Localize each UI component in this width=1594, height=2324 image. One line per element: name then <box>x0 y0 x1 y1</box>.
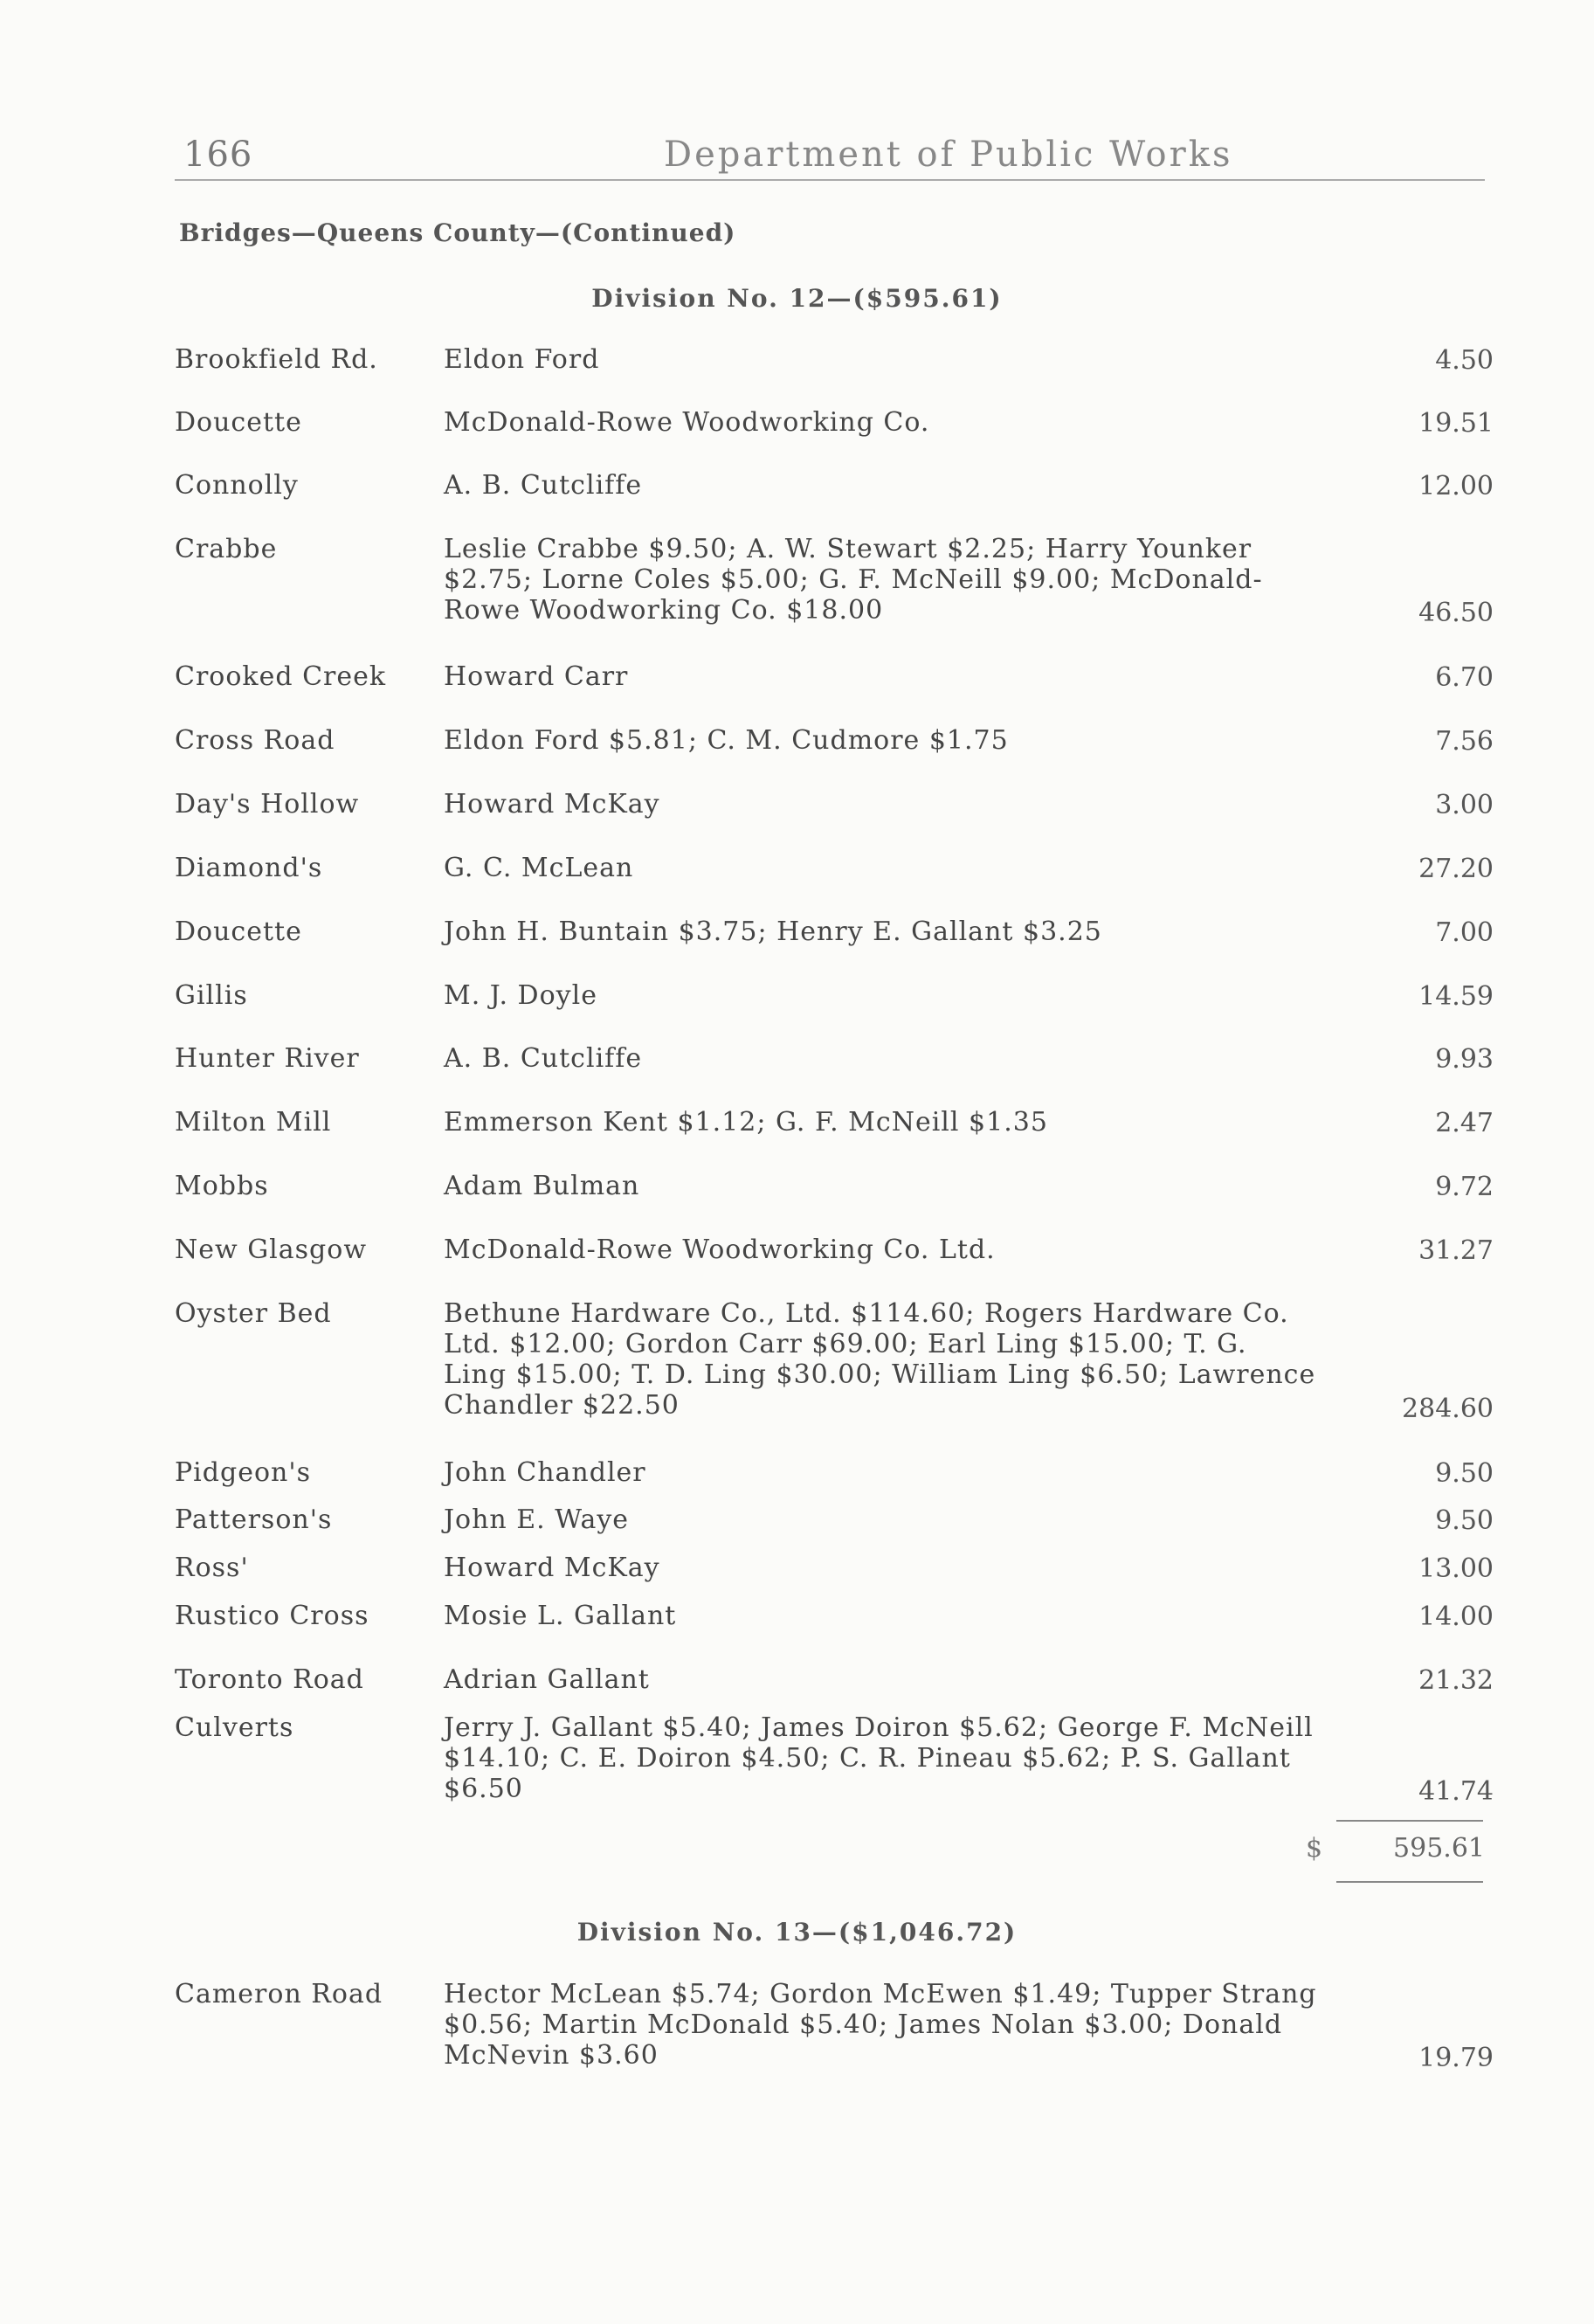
list-item <box>175 1504 1494 1536</box>
entry-payee: Howard McKay <box>444 1553 660 1583</box>
list-item <box>175 1457 1494 1489</box>
list-item <box>175 1712 1494 1807</box>
entry-payee: A. B. Cutcliffe <box>444 470 643 501</box>
division-12-title: Division No. 12—($595.61) <box>591 284 1003 313</box>
entry-amount: 14.59 <box>1418 981 1494 1012</box>
list-item <box>175 1979 1494 2073</box>
entry-place: Patterson's <box>175 1504 333 1535</box>
entry-amount: 9.50 <box>1435 1505 1494 1536</box>
entry-payee: Howard McKay <box>444 789 660 820</box>
entry-payee: McDonald-Rowe Woodworking Co. Ltd. <box>444 1235 996 1265</box>
list-item <box>175 980 1494 1012</box>
entry-amount: 19.51 <box>1418 408 1494 439</box>
entry-place: Day's Hollow <box>175 789 360 820</box>
entry-place: Crooked Creek <box>175 661 387 692</box>
entry-amount: 2.47 <box>1435 1108 1494 1138</box>
entry-payee: Hector McLean $5.74; Gordon McEwen $1.49; Tupper Strang $0.56; Martin McDonald $5.40; James Nolan $3.00; Donald McNevin $3.60 <box>444 1979 1317 2071</box>
list-item <box>175 1235 1494 1266</box>
entry-payee: Adam Bulman <box>444 1171 640 1201</box>
running-head: Department of Public Works <box>664 135 1233 175</box>
entry-payee: Eldon Ford $5.81; C. M. Cudmore $1.75 <box>444 725 1009 756</box>
list-item <box>175 470 1494 501</box>
entry-amount: 9.72 <box>1435 1172 1494 1202</box>
header-rule <box>175 179 1485 181</box>
entry-place: Culverts <box>175 1712 294 1743</box>
entry-place: Brookfield Rd. <box>175 344 378 375</box>
list-item <box>175 407 1494 439</box>
entry-amount: 9.93 <box>1435 1044 1494 1075</box>
entry-amount: 13.00 <box>1418 1553 1494 1584</box>
currency-symbol: $ <box>1306 1833 1323 1864</box>
list-item <box>175 1043 1494 1075</box>
entry-place: Toronto Road <box>175 1664 364 1695</box>
entry-place: Milton Mill <box>175 1107 332 1138</box>
list-item <box>175 1171 1494 1202</box>
entry-payee: McDonald-Rowe Woodworking Co. <box>444 407 930 438</box>
entry-payee: M. J. Doyle <box>444 980 597 1011</box>
entry-payee: Leslie Crabbe $9.50; A. W. Stewart $2.25; Harry Younker $2.75; Lorne Coles $5.00; G. F. McNeill $9.00; McDonald-Rowe Woodworking Co. $18.00 <box>444 534 1263 626</box>
list-item <box>175 789 1494 820</box>
entry-payee: John H. Buntain $3.75; Henry E. Gallant $3.25 <box>444 916 1102 947</box>
list-item <box>175 1107 1494 1138</box>
entry-place: Cameron Road <box>175 1979 383 2009</box>
entry-amount: 4.50 <box>1435 345 1494 376</box>
entry-payee: Adrian Gallant <box>444 1664 650 1695</box>
entry-amount: 3.00 <box>1435 790 1494 820</box>
entry-payee: A. B. Cutcliffe <box>444 1043 643 1074</box>
list-item <box>175 344 1494 376</box>
list-item <box>175 534 1494 628</box>
entry-amount: 21.32 <box>1418 1665 1494 1696</box>
entry-payee: Eldon Ford <box>444 344 600 375</box>
entry-payee: Emmerson Kent $1.12; G. F. McNeill $1.35 <box>444 1107 1048 1138</box>
total-rule-bottom <box>1336 1881 1483 1883</box>
entry-place: Doucette <box>175 407 302 438</box>
entry-amount: 31.27 <box>1418 1235 1494 1266</box>
list-item <box>175 916 1494 948</box>
entry-amount: 19.79 <box>1418 2043 1494 2073</box>
entry-place: Diamond's <box>175 853 323 883</box>
entry-place: Mobbs <box>175 1171 269 1201</box>
list-item <box>175 853 1494 884</box>
page-header <box>175 131 1485 183</box>
entry-place: Hunter River <box>175 1043 360 1074</box>
page-number: 166 <box>183 135 253 175</box>
entry-amount: 7.00 <box>1435 917 1494 948</box>
list-item <box>175 1298 1494 1424</box>
entry-payee: Howard Carr <box>444 661 629 692</box>
total-rule-top <box>1336 1820 1483 1822</box>
list-item <box>175 1553 1494 1584</box>
list-item <box>175 725 1494 757</box>
entry-amount: 41.74 <box>1418 1776 1494 1807</box>
entry-place: Gillis <box>175 980 248 1011</box>
list-item <box>175 661 1494 693</box>
entry-payee: Jerry J. Gallant $5.40; James Doiron $5.62; George F. McNeill $14.10; C. E. Doiron $4.50; C. R. Pineau $5.62; P. S. Gallant $6.50 <box>444 1712 1314 1804</box>
entry-place: Oyster Bed <box>175 1298 332 1329</box>
entry-amount: 14.00 <box>1418 1601 1494 1632</box>
entry-payee: Bethune Hardware Co., Ltd. $114.60; Rogers Hardware Co. Ltd. $12.00; Gordon Carr $69.00; Earl Ling $15.00; T. G. Ling $15.00; T. D. Ling $30.00; William Ling $6.50; Lawrence Chandler $22.50 <box>444 1298 1316 1421</box>
division-13-title: Division No. 13—($1,046.72) <box>576 1918 1018 1947</box>
entry-payee: John Chandler <box>444 1457 646 1488</box>
entry-payee: John E. Waye <box>444 1504 630 1535</box>
entry-place: Pidgeon's <box>175 1457 311 1488</box>
entry-place: Crabbe <box>175 534 278 564</box>
entry-place: Ross' <box>175 1553 249 1583</box>
list-item <box>175 1664 1494 1696</box>
entry-amount: 27.20 <box>1418 854 1494 884</box>
entry-place: Rustico Cross <box>175 1601 369 1631</box>
entry-amount: 9.50 <box>1435 1458 1494 1489</box>
division-12-total: 595.61 <box>1393 1833 1485 1864</box>
entry-amount: 6.70 <box>1435 662 1494 693</box>
entry-payee: G. C. McLean <box>444 853 634 883</box>
entry-place: New Glasgow <box>175 1235 368 1265</box>
entry-amount: 12.00 <box>1418 471 1494 501</box>
entry-amount: 284.60 <box>1402 1394 1494 1424</box>
entry-place: Doucette <box>175 916 302 947</box>
entry-place: Cross Road <box>175 725 335 756</box>
entry-amount: 7.56 <box>1435 726 1494 757</box>
section-title: Bridges—Queens County—(Continued) <box>179 218 736 247</box>
entry-amount: 46.50 <box>1418 598 1494 628</box>
entry-place: Connolly <box>175 470 299 501</box>
list-item <box>175 1601 1494 1632</box>
entry-payee: Mosie L. Gallant <box>444 1601 677 1631</box>
